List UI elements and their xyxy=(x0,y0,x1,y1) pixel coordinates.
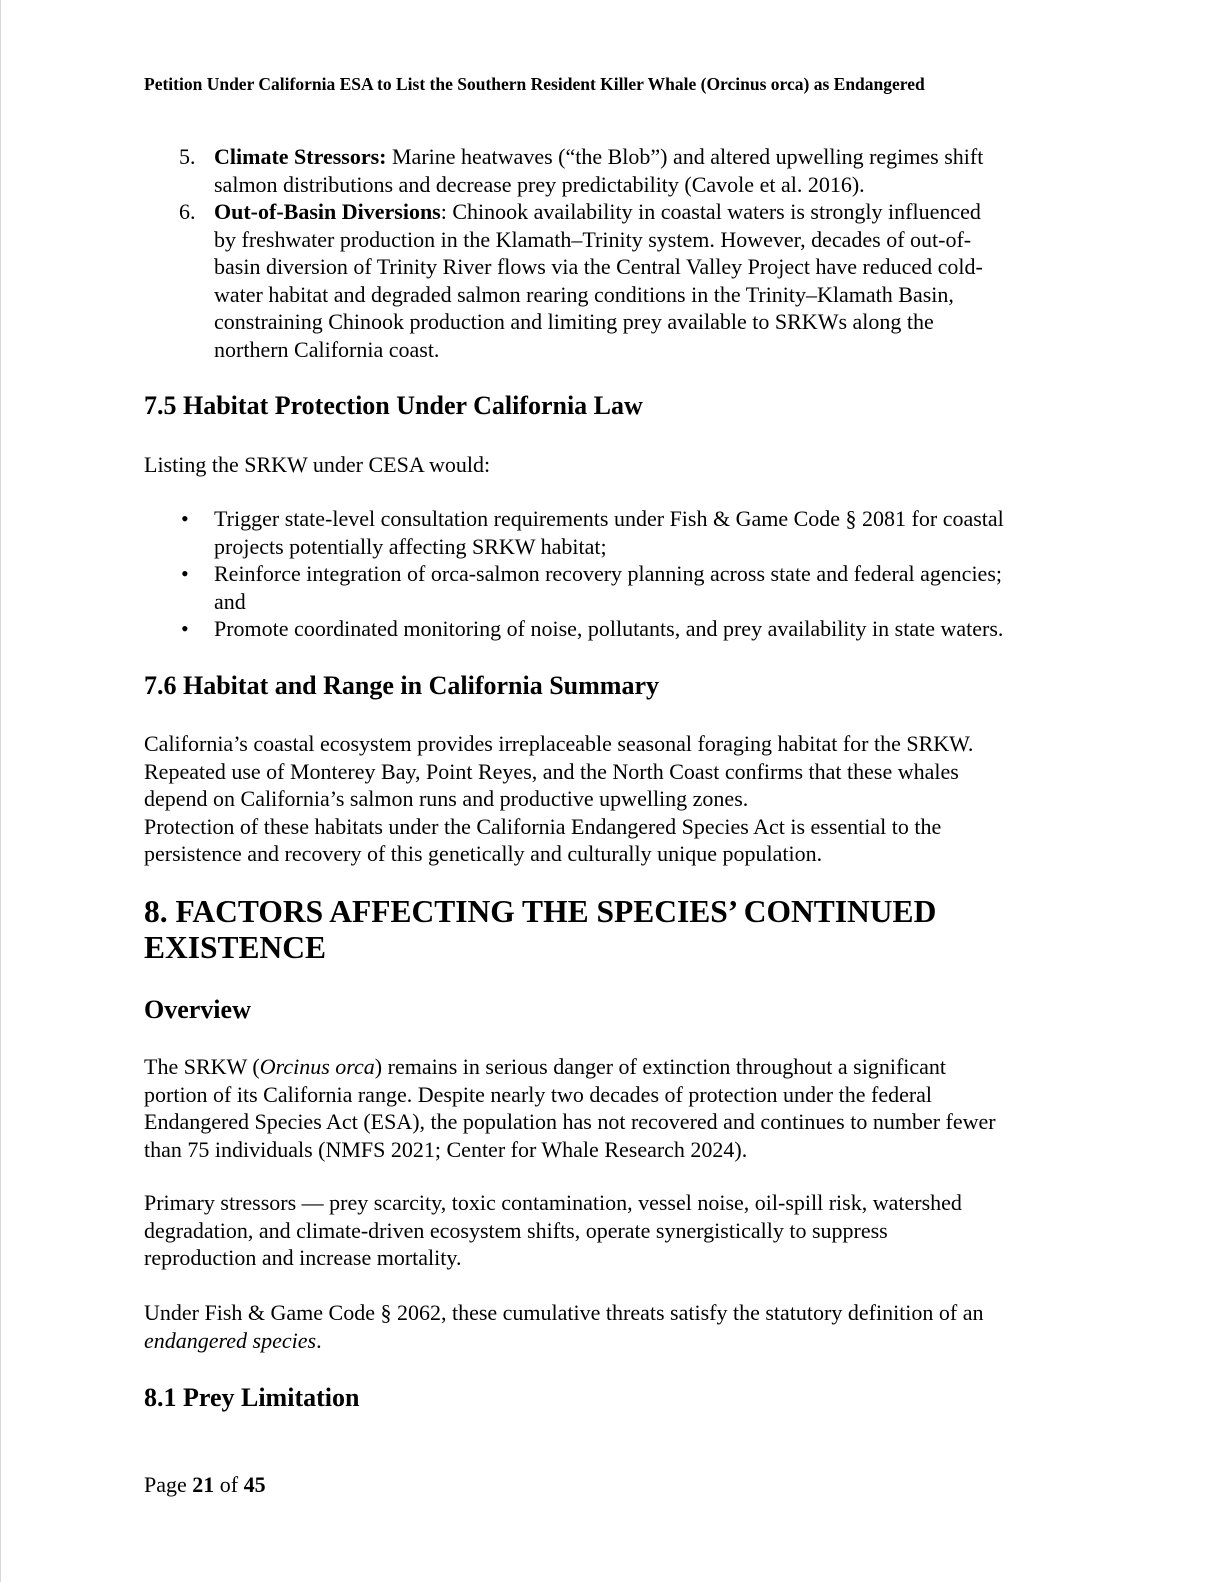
list-item xyxy=(144,560,1084,615)
list-item-term: Climate Stressors: xyxy=(214,144,387,169)
list-item-line: Promote coordinated monitoring of noise, pollutants, and prey availability in state waters. xyxy=(214,616,1004,641)
paragraph-line: Primary stressors — prey scarcity, toxic contamination, vessel noise, oil-spill risk, watershed xyxy=(144,1190,962,1215)
page-number: Page 21 of 45 xyxy=(144,1472,266,1497)
overview-paragraph-1 xyxy=(144,1053,1084,1163)
paragraph-line: Under Fish & Game Code § 2062, these cumulative threats satisfy the statutory definition of an xyxy=(144,1300,984,1325)
paragraph-line: California’s coastal ecosystem provides irreplaceable seasonal foraging habitat for the SRKW. xyxy=(144,731,974,756)
section-7-6-body xyxy=(144,730,1084,868)
list-item-line: basin diversion of Trinity River flows via the Central Valley Project have reduced cold- xyxy=(214,254,983,279)
paragraph-line: Protection of these habitats under the California Endangered Species Act is essential to the xyxy=(144,813,942,839)
list-number: 6. xyxy=(179,199,196,224)
overview-paragraph-2 xyxy=(144,1189,1084,1272)
list-item xyxy=(144,505,1084,560)
list-item xyxy=(144,143,1084,198)
paragraph-line: Repeated use of Monterey Bay, Point Reyes, and the North Coast confirms that these whales xyxy=(144,758,959,784)
list-item-line: by freshwater production in the Klamath–Trinity system. However, decades of out-of- xyxy=(214,226,972,252)
paragraph-line: than 75 individuals (NMFS 2021; Center for Whale Research 2024). xyxy=(144,1136,748,1162)
chapter-title-line: 8. FACTORS AFFECTING THE SPECIES’ CONTINUED xyxy=(144,894,937,929)
list-item-line: projects potentially affecting SRKW habitat; xyxy=(214,533,607,559)
paragraph-line: Endangered Species Act (ESA), the population has not recovered and continues to number fewer xyxy=(144,1109,996,1134)
list-item-term: Out-of-Basin Diversions xyxy=(214,199,441,224)
section-heading-7-6: 7.6 Habitat and Range in California Summary xyxy=(144,671,659,700)
paragraph-line: reproduction and increase mortality. xyxy=(144,1245,462,1270)
paragraph-line: degradation, and climate-driven ecosystem shifts, operate synergistically to suppress xyxy=(144,1217,888,1243)
list-item-line: Trigger state-level consultation requirements under Fish & Game Code § 2081 for coastal xyxy=(214,506,1004,531)
bullet-icon: • xyxy=(181,561,189,586)
list-item-line: constraining Chinook production and limiting prey available to SRKWs along the xyxy=(214,309,934,334)
list-item-line: and xyxy=(214,588,246,614)
list-number: 5. xyxy=(179,144,196,169)
section-heading-7-5: 7.5 Habitat Protection Under California Law xyxy=(144,391,643,420)
section-7-5-intro: Listing the SRKW under CESA would: xyxy=(144,452,491,477)
species-name: Orcinus orca xyxy=(259,1054,375,1079)
section-heading-8 xyxy=(144,894,1084,966)
list-item-line: Reinforce integration of orca-salmon recovery planning across state and federal agencies; xyxy=(214,561,1002,586)
paragraph-line: persistence and recovery of this genetically and culturally unique population. xyxy=(144,841,823,866)
list-item-text: Climate Stressors: Marine heatwaves (“the Blob”) and altered upwelling regimes shift xyxy=(214,144,984,169)
numbered-list xyxy=(144,143,1084,363)
paragraph-line: The SRKW (Orcinus orca) remains in serious danger of extinction throughout a significant xyxy=(144,1054,947,1079)
paragraph-line: depend on California’s salmon runs and productive upwelling zones. xyxy=(144,786,749,811)
overview-heading: Overview xyxy=(144,995,251,1024)
list-item-line: salmon distributions and decrease prey predictability (Cavole et al. 2016). xyxy=(214,171,865,197)
paragraph-line: portion of its California range. Despite nearly two decades of protection under the federal xyxy=(144,1081,933,1107)
list-item xyxy=(144,198,1084,363)
bullet-icon: • xyxy=(181,616,189,641)
section-heading-8-1: 8.1 Prey Limitation xyxy=(144,1383,360,1412)
legal-term: endangered species xyxy=(144,1327,317,1353)
chapter-title-line: EXISTENCE xyxy=(144,930,327,965)
list-item-line: northern California coast. xyxy=(214,336,440,362)
overview-paragraph-3 xyxy=(144,1299,1084,1354)
list-item-line: water habitat and degraded salmon rearing conditions in the Trinity–Klamath Basin, xyxy=(214,281,954,307)
bullet-list xyxy=(144,505,1084,643)
list-item-text: Out-of-Basin Diversions: Chinook availability in coastal waters is strongly influenced xyxy=(214,199,981,224)
list-item xyxy=(144,615,1084,643)
running-header: Petition Under California ESA to List the Southern Resident Killer Whale (Orcinus orca) as Endangered xyxy=(144,74,925,94)
bullet-icon: • xyxy=(181,506,189,531)
paragraph-line: endangered species. xyxy=(144,1327,322,1353)
